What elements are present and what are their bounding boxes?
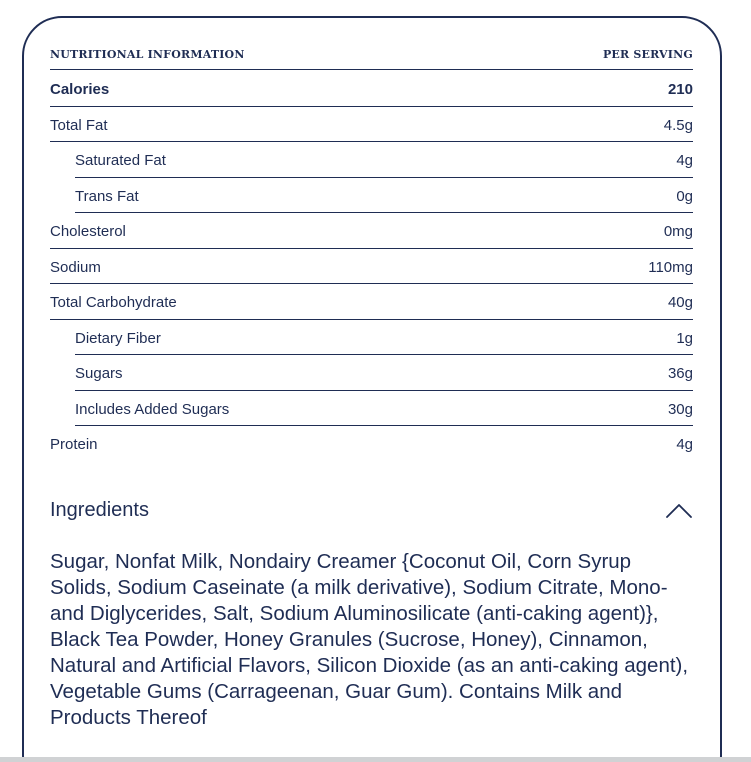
nutrition-value: 4g: [676, 436, 693, 453]
ingredients-text: Sugar, Nonfat Milk, Nondairy Creamer {Coconut Oil, Corn Syrup Solids, Sodium Caseinate (a milk derivative), Sodium Citrate, Mono- and Diglycerides, Salt, Sodium Aluminosilicate (anti-caking agent)}, Black Tea Powder, Honey Granules (Sucrose, Honey), Cinnamon, Natural and Artificial Flavors, Silicon Dioxide (as an anti-caking agent), Vegetable Gums (Carrageenan, Guar Gum). Contains Milk and Products Thereof: [50, 550, 689, 729]
nutrition-label: Cholesterol: [50, 223, 126, 240]
nutrition-value: 0mg: [663, 223, 693, 240]
nutrition-label: Includes Added Sugars: [75, 400, 230, 418]
nutrition-value: 36g: [667, 365, 693, 382]
page-bottom-divider: [0, 757, 751, 762]
nutrition-value: 4.5g: [663, 116, 693, 134]
nutrition-label: Sodium: [50, 258, 101, 276]
nutrition-row-added-sugars: [75, 391, 693, 427]
nutrition-row-trans-fat: [75, 178, 693, 214]
nutrition-header: [50, 40, 693, 70]
nutrition-value: 1g: [676, 329, 693, 347]
nutrition-label: Calories: [50, 81, 110, 98]
nutrition-row-saturated-fat: [75, 142, 693, 178]
nutrition-value: 30g: [667, 400, 693, 418]
nutrition-row-sodium: [50, 249, 693, 285]
nutrition-header-per-serving: PER SERVING: [602, 48, 693, 61]
nutrition-row-cholesterol: [50, 213, 693, 249]
nutrition-header-title: NUTRITIONAL INFORMATION: [50, 48, 245, 61]
nutrition-label: Trans Fat: [75, 187, 139, 205]
chevron-up-icon[interactable]: [664, 500, 694, 520]
ingredients-title[interactable]: Ingredients: [50, 499, 149, 521]
nutrition-row-dietary-fiber: [75, 320, 693, 356]
nutrition-value: 110mg: [648, 258, 693, 276]
nutrition-label: Dietary Fiber: [75, 329, 161, 347]
nutrition-value: 210: [667, 81, 693, 98]
nutrition-row-total-fat: [50, 107, 693, 143]
nutrition-label: Protein: [50, 436, 98, 453]
nutrition-label: Saturated Fat: [75, 152, 166, 169]
nutrition-label: Total Fat: [50, 116, 108, 134]
nutrition-value: 0g: [676, 187, 693, 205]
nutrition-table: [50, 71, 693, 462]
nutrition-value: 4g: [676, 152, 693, 169]
nutrition-label: Sugars: [75, 365, 123, 382]
nutrition-row-calories: [50, 71, 693, 107]
nutrition-row-total-carbohydrate: [50, 284, 693, 320]
nutrition-value: 40g: [667, 294, 693, 311]
nutrition-label: Total Carbohydrate: [50, 294, 177, 311]
nutrition-row-sugars: [75, 355, 693, 391]
nutrition-row-protein: [50, 426, 693, 462]
